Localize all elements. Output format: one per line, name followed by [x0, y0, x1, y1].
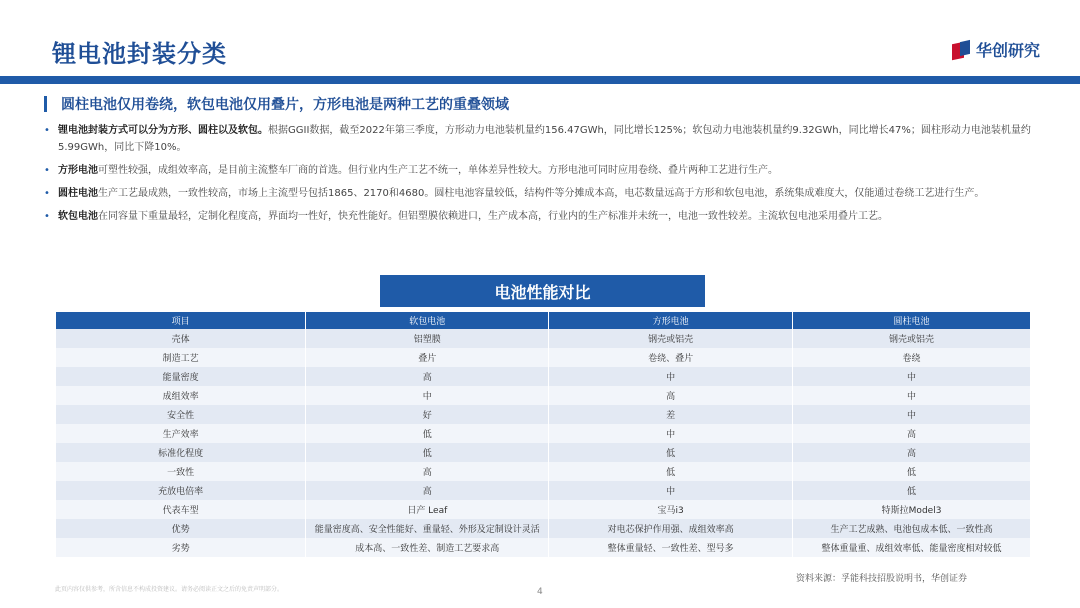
table-cell: 日产 Leaf [306, 500, 549, 519]
table-cell: 低 [306, 443, 549, 462]
table-cell: 钢壳或铝壳 [793, 329, 1031, 348]
table-cell: 安全性 [56, 405, 306, 424]
table-cell: 充放电倍率 [56, 481, 306, 500]
page-title: 锂电池封装分类 [52, 40, 227, 68]
bullet-text: 根据GGII数据，截至2022年第三季度，方形动力电池装机量约156.47GWh，同比增长125%；软包动力电池装机量约9.32GWh，同比增长47%；圆柱形动力电池装机量约5.99GWh，同比下降10%。 [58, 125, 1031, 153]
table-cell: 低 [306, 424, 549, 443]
table-row [56, 443, 1031, 462]
table-cell: 中 [549, 367, 793, 386]
bullet-text: 可塑性较强，成组效率高，是目前主流整车厂商的首选。但行业内生产工艺不统一，单体差异性较大。方形电池可同时应用卷绕、叠片两种工艺进行生产。 [98, 165, 778, 176]
bullet-text: 在同容量下重量最轻，定制化程度高，界面均一性好，快充性能好。但铝塑膜依赖进口，生产成本高，行业内的生产标准并未统一，电池一致性较差。主流软包电池采用叠片工艺。 [98, 211, 888, 222]
source-note: 资料来源：孚能科技招股说明书，华创证券 [796, 574, 968, 584]
table-cell: 低 [793, 462, 1031, 481]
table-cell: 能量密度 [56, 367, 306, 386]
bullet-list [44, 122, 1034, 231]
table-cell: 低 [793, 481, 1031, 500]
table-row [56, 462, 1031, 481]
bullet-item [44, 185, 1034, 202]
table-cell: 壳体 [56, 329, 306, 348]
column-header: 项目 [56, 312, 306, 329]
bullet-lead: 软包电池 [58, 211, 98, 222]
bullet-dot-icon: • [44, 211, 50, 222]
bullet-dot-icon: • [44, 125, 50, 136]
table-cell: 叠片 [306, 348, 549, 367]
table-cell: 整体重量重、成组效率低、能量密度相对较低 [793, 538, 1031, 557]
table-cell: 能量密度高、安全性能好、重量轻、外形及定制设计灵活 [306, 519, 549, 538]
table-row [56, 538, 1031, 557]
brand-logo-text: 华创研究 [975, 41, 1040, 60]
bullet-item [44, 208, 1034, 225]
table-cell: 中 [793, 405, 1031, 424]
table-cell: 中 [549, 424, 793, 443]
bullet-dot-icon: • [44, 188, 50, 199]
table-cell: 低 [549, 462, 793, 481]
page-number: 4 [537, 587, 543, 597]
table-cell: 生产效率 [56, 424, 306, 443]
brand-logo [952, 38, 1040, 61]
table-cell: 高 [306, 481, 549, 500]
table-cell: 铝塑膜 [306, 329, 549, 348]
table-cell: 高 [793, 443, 1031, 462]
column-header: 圆柱电池 [793, 312, 1031, 329]
column-header: 方形电池 [549, 312, 793, 329]
battery-comparison-table [56, 312, 1031, 557]
table-cell: 特斯拉Model3 [793, 500, 1031, 519]
table-cell: 成本高、一致性差、制造工艺要求高 [306, 538, 549, 557]
table-cell: 对电芯保护作用强、成组效率高 [549, 519, 793, 538]
table-cell: 劣势 [56, 538, 306, 557]
table-cell: 生产工艺成熟、电池包成本低、一致性高 [793, 519, 1031, 538]
subtitle-text: 圆柱电池仅用卷绕，软包电池仅用叠片，方形电池是两种工艺的重叠领域 [61, 97, 509, 113]
bullet-lead: 方形电池 [58, 165, 98, 176]
disclaimer-text: 此页内容仅供参考，所含信息不构成投资建议。请务必阅读正文之后的免责声明部分。 [55, 586, 284, 593]
table-cell: 中 [306, 386, 549, 405]
table-row [56, 405, 1031, 424]
table-cell: 好 [306, 405, 549, 424]
table-cell: 中 [793, 386, 1031, 405]
table-cell: 优势 [56, 519, 306, 538]
bullet-item [44, 162, 1034, 179]
table-cell: 中 [793, 367, 1031, 386]
table-cell: 卷绕 [793, 348, 1031, 367]
table-cell: 中 [549, 481, 793, 500]
table-cell: 高 [793, 424, 1031, 443]
table-cell: 一致性 [56, 462, 306, 481]
brand-logo-icon [952, 41, 970, 59]
subtitle-marker [44, 96, 47, 112]
bullet-item [44, 122, 1034, 156]
table-cell: 高 [549, 386, 793, 405]
table-cell: 制造工艺 [56, 348, 306, 367]
bullet-text: 生产工艺最成熟，一致性较高，市场上主流型号包括1865、2170和4680。圆柱电池容量较低，结构件等分摊成本高，电芯数量远高于方形和软包电池，系统集成难度大，仅能通过卷绕工艺进行生产。 [98, 188, 985, 199]
bullet-lead: 锂电池封装方式可以分为方形、圆柱以及软包。 [58, 125, 268, 136]
table-row [56, 519, 1031, 538]
table-cell: 代表车型 [56, 500, 306, 519]
table-row [56, 367, 1031, 386]
table-title: 电池性能对比 [380, 275, 705, 307]
table-cell: 卷绕、叠片 [549, 348, 793, 367]
table-row [56, 386, 1031, 405]
section-subtitle [44, 94, 509, 114]
bullet-dot-icon: • [44, 165, 50, 176]
bullet-lead: 圆柱电池 [58, 188, 98, 199]
table-cell: 高 [306, 462, 549, 481]
table-row [56, 424, 1031, 443]
table-row [56, 500, 1031, 519]
table-header-row [56, 312, 1031, 329]
table-cell: 差 [549, 405, 793, 424]
table-row [56, 481, 1031, 500]
table-cell: 成组效率 [56, 386, 306, 405]
table-cell: 钢壳或铝壳 [549, 329, 793, 348]
header-divider [0, 76, 1080, 84]
table-row [56, 348, 1031, 367]
table-cell: 宝马i3 [549, 500, 793, 519]
column-header: 软包电池 [306, 312, 549, 329]
table-cell: 低 [549, 443, 793, 462]
table-cell: 整体重量轻、一致性差、型号多 [549, 538, 793, 557]
table-cell: 高 [306, 367, 549, 386]
table-cell: 标准化程度 [56, 443, 306, 462]
table-row [56, 329, 1031, 348]
